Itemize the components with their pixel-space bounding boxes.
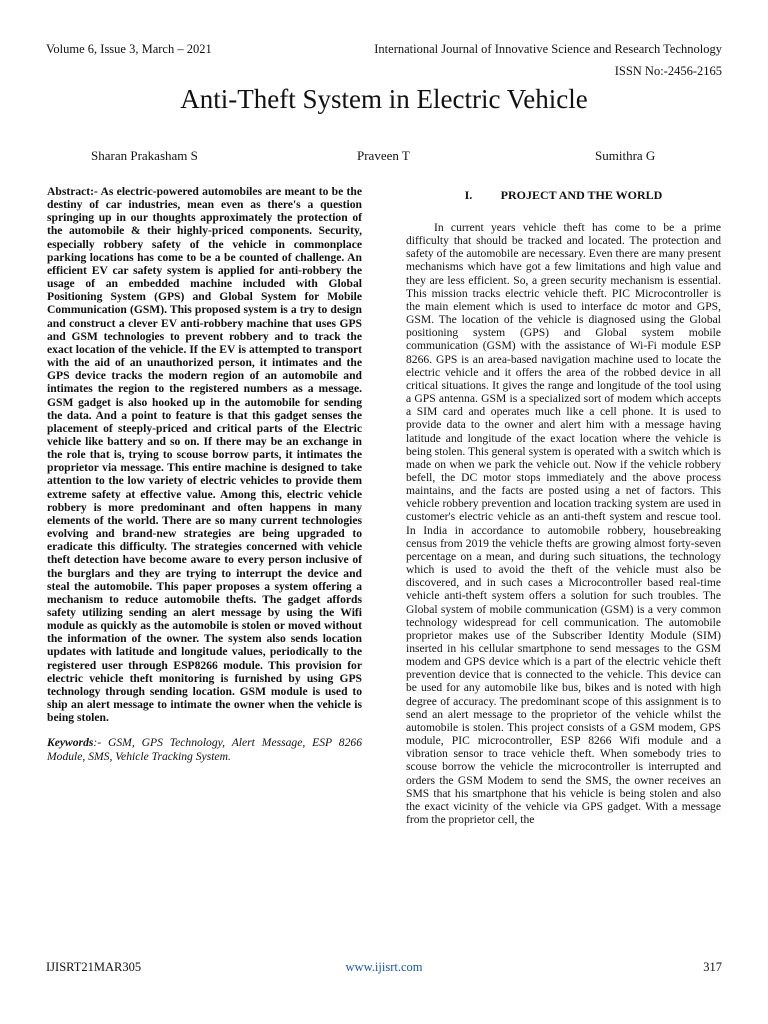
author-name: Praveen T bbox=[357, 148, 410, 163]
journal-name: International Journal of Innovative Science and Research Technology bbox=[374, 42, 722, 56]
paper-title: Anti-Theft System in Electric Vehicle bbox=[180, 84, 588, 114]
issn-number: ISSN No:-2456-2165 bbox=[614, 64, 722, 78]
section-title: PROJECT AND THE WORLD bbox=[500, 188, 663, 202]
keywords-label: Keywords bbox=[47, 736, 94, 750]
paper-id: IJISRT21MAR305 bbox=[46, 960, 142, 974]
keywords bbox=[47, 736, 362, 762]
abstract: Abstract:- As electric-powered automobiles are meant to be the destiny of car industries, mean even as there's a question springing up in our thoughts approximately the protection of the automobile & their highly-priced components. Security, especially robbery safety of the vehicle in commonplace parking locations has come to be a be counted of challenge. An efficient EV car safety system is applied for anti-robbery the usage of an embedded machine included with Global Positioning System (GPS) and Global System for Mobile Communication (GSM). This proposed system is a try to design and construct a clever EV anti-robbery machine that uses GPS and GSM technologies to prevent robbery and to track the exact location of the vehicle. If the EV is attempted to transport with the aid of an unauthorized person, it intimates and the GPS device tracks the modern region of an automobile and intimates the region to the registered numbers as a message. GSM gadget is also hooked up in the automobile for sending the data. And a point to feature is that this gadget senses the placement of steeply-priced and critical parts of the Electric vehicle like battery and so on. If there may be an exchange in the role that is, trying to scouse borrow parts, it intimates the proprietor via message. This entire machine is designed to take attention to the low variety of electric vehicles to provide them extreme safety at effective value. Among this, electric vehicle robbery is more predominant and often happens in many elements of the world. There are so many current technologies evolving and brand-new strategies are being upgraded to eradicate this difficulty. The strategies concerned with vehicle theft detection have become aware to every person inclusive of the burglars and they are trying to interrupt the device and steal the automobile. This paper proposes a system offering a mechanism to reduce automobile thefts. The gadget affords safety utilizing sending an alert message by using the Wifi module as quickly as the automobile is stolen or moved without the information of the owner. The system also sends location updates with latitude and longitude values, periodically to the registered user through ESP8266 module. This provision for electric vehicle theft monitoring is furnished by using GPS technology through sending location. GSM module is used to ship an alert message to intimate the owner when the vehicle is being stolen. bbox=[47, 185, 362, 725]
section-heading bbox=[406, 189, 721, 207]
page-number: 317 bbox=[703, 960, 722, 974]
left-column bbox=[47, 185, 362, 763]
keywords-text: :- GSM, GPS Technology, Alert Message, ESP 8266 Module, SMS, Vehicle Tracking System. bbox=[47, 736, 362, 763]
journal-website-link[interactable]: www.ijisrt.com bbox=[345, 960, 423, 974]
volume-issue: Volume 6, Issue 3, March – 2021 bbox=[46, 42, 212, 56]
author-name: Sumithra G bbox=[595, 148, 656, 163]
section-number: I. bbox=[464, 188, 473, 202]
section-body: In current years vehicle theft has come to be a prime difficulty that should be tracked and located. The protection and safety of the automobile are necessary. Even there are many present mechanisms which have got a few limitations and high value and they are less efficient. So, a green security mechanism is essential. This mission tracks electric vehicle theft. PIC Microcontroller is the main element which is used to interface dc motor and GPS, GSM. The location of the vehicle is diagnosed using the Global positioning system (GPS) and Global system mobile communication (GSM) with the assistance of Wi-Fi module ESP 8266. GPS is an area-based navigation machine used to locate the electric vehicle and it offers the area of the robbed device in all critical situations. It gives the range and longitude of the tool using a GPS antenna. GSM is a specialized sort of modem which accepts a SIM card and operates much like a cell phone. It is used to provide data to the owner and alert him with a message having latitude and longitude of the exact location where the vehicle is being stolen. This general system is operated with a switch which is made on when we park the vehicle out. Now if the vehicle robbery befell, the DC motor stops immediately and the above process maintains, and the facts are posted using a net of factors. This vehicle robbery prevention and location tracking system are used in customer's electric vehicle as an anti-theft system and rescue tool. In India in accordance to automobile robbery, housebreaking census from 2019 the vehicle thefts are growing almost forty-seven percentage on a mean, and during such situations, the technology which is used to avoid the theft of the vehicle must also be discovered, and in such cases a Microcontroller based real-time vehicle anti-theft system offers a solution for such troubles. The Global system of mobile communication (GSM) is a very common technology widespread for cell communication. The automobile proprietor makes use of the Subscriber Identity Module (SIM) inserted in his cellular smartphone to send messages to the GSM modem and GPS device which is a part of the electric vehicle theft prevention device that is connected to the vehicle. This device can be used for any automobile like bus, bikes and is noted with high degree of accuracy. The predominant scope of this assignment is to send an alert message to the proprietor of the vehicle whilst the automobile is stolen. This project consists of a GSM modem, GPS module, PIC microcontroller, ESP 8266 Wifi module and a vibration sensor to trace vehicle theft. When somebody tries to scouse borrow the vehicle the microcontroller is interrupted and orders the GSM Modem to send the SMS, the owner receives an SMS that his smartphone that his vehicle is being stolen and also the exact vicinity of the vehicle via GPS gadget. With a message from the proprietor cell, the bbox=[406, 221, 721, 827]
author-name: Sharan Prakasham S bbox=[91, 148, 198, 163]
right-column bbox=[406, 185, 721, 826]
